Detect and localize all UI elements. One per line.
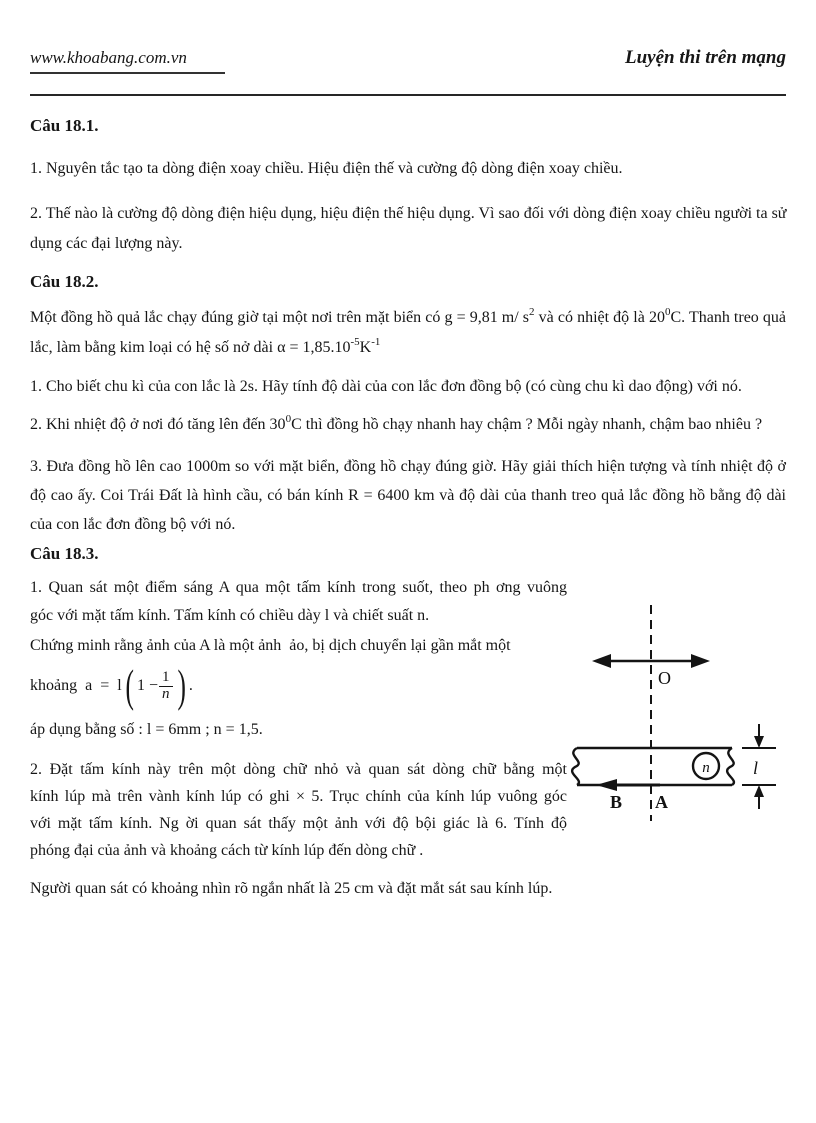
paragraph-observer: Người quan sát có khoảng nhìn rõ ngắn nhất là 25 cm và đặt mắt sát sau kính lúp. [30, 880, 553, 897]
header-divider [30, 94, 786, 96]
point-a-label: A [655, 792, 668, 812]
thickness-dimension [742, 724, 776, 809]
site-url: www.khoabang.com.vn [30, 46, 225, 74]
point-b-label: B [610, 792, 623, 812]
superscript: 0 [664, 305, 671, 318]
right-break-line [727, 748, 734, 785]
section-title-18-2: Câu 18.2. [30, 272, 99, 291]
left-break-line [572, 748, 579, 785]
lens-center-label: O [658, 668, 671, 688]
item-18-2-3: 3. Đưa đồng hồ lên cao 1000m so với mặt biển, đồng hồ chạy đúng giờ. Hãy giải thích hiện tượng và tính nhiệt độ ở độ cao ấy. Coi Trái Đất là hình cầu, có bán kính R = 6400 km và độ dài của thanh treo quả lắc đồng hồ bằng độ dài của con lắc đơn đồng bộ với nó. [30, 458, 786, 533]
paragraph-proof: Chứng minh rằng ảnh của A là một ảnh ảo, bị dịch chuyển lại gần mắt một [30, 637, 511, 654]
paragraph-numeric: áp dụng bằng số : l = 6mm ; n = 1,5. [30, 721, 263, 738]
paragraph-18-1-2: 2. Thế nào là cường độ dòng điện hiệu dụng, hiệu điện thế hiệu dụng. Vì sao đối với dòng điện xoay chiều người ta sử dụng các đại lượng này. [30, 205, 787, 252]
paragraph-18-1-1: 1. Nguyên tắc tạo ta dòng điện xoay chiều. Hiệu điện thế và cường độ dòng điện xoay chiều. [30, 160, 623, 177]
intro-line-2: lắc, làm bằng kim loại có hệ số nở dài $\alpha = 1,85.10^{-5}K^{-1}$ [30, 335, 381, 356]
item-18-3-2: 2. Đặt tấm kính này trên một dòng chữ nhỏ và quan sát dòng chữ bằng một kính lúp mà trên vành kính lúp có ghi × 5. Trục chính của kính lúp vuông góc với mặt tấm kính. Ng ời quan sát thấy một ảnh với độ bội giác là 6. Tính độ phóng đại của ảnh và khoảng cách từ kính lúp đến dòng chữ . [30, 761, 567, 859]
item-18-2-2: 2. Khi nhiệt độ ở nơi đó tăng lên đến $30^0C$ thì đồng hồ chạy nhanh hay chậm ? Mỗi ngày nhanh, chậm bao nhiêu ? [30, 412, 763, 433]
close-paren: ) [176, 660, 186, 712]
paragraph-18-2-intro [30, 303, 786, 363]
formula-period: . [188, 677, 193, 694]
superscript: 2 [529, 305, 535, 318]
formula-lead: khoảng a = l [30, 677, 122, 694]
fraction [159, 670, 173, 703]
section-title-18-3: Câu 18.3. [30, 544, 99, 563]
item-18-3-1: 1. Quan sát một điểm sáng A qua một tấm kính trong suốt, theo ph ơng vuông góc với mặt tấm kính. Tấm kính có chiều dày l và chiết suất n. [30, 579, 567, 624]
open-paren: ( [125, 660, 134, 712]
superscript: 0 [285, 412, 292, 425]
item-18-2-1: 1. Cho biết chu kì của con lắc là 2s. Hãy tính độ dài của con lắc đơn đồng bộ (có cùng chu kì dao động) với nó. [30, 378, 742, 395]
thickness-label: l [753, 758, 759, 778]
optics-diagram [570, 597, 782, 825]
fraction-numerator: 1 [162, 668, 170, 685]
section-title-18-1: Câu 18.1. [30, 116, 99, 135]
refractive-index-label: n [702, 760, 710, 776]
superscript: -5 [350, 335, 360, 348]
site-slogan: Luyện thi trên mạng [625, 47, 786, 68]
intro-line-1: Một đồng hồ quả lắc chạy đúng giờ tại một nơi trên mặt biển có g = 9,81 m/ $s^2$ và có nhiệt độ là $20^0C$. Thanh treo quả [30, 305, 787, 326]
formula-minuend: 1 − [137, 677, 159, 694]
fraction-denominator: n [162, 685, 170, 702]
page-header [30, 46, 786, 74]
superscript: -1 [371, 335, 381, 348]
optics-figure [570, 597, 782, 830]
